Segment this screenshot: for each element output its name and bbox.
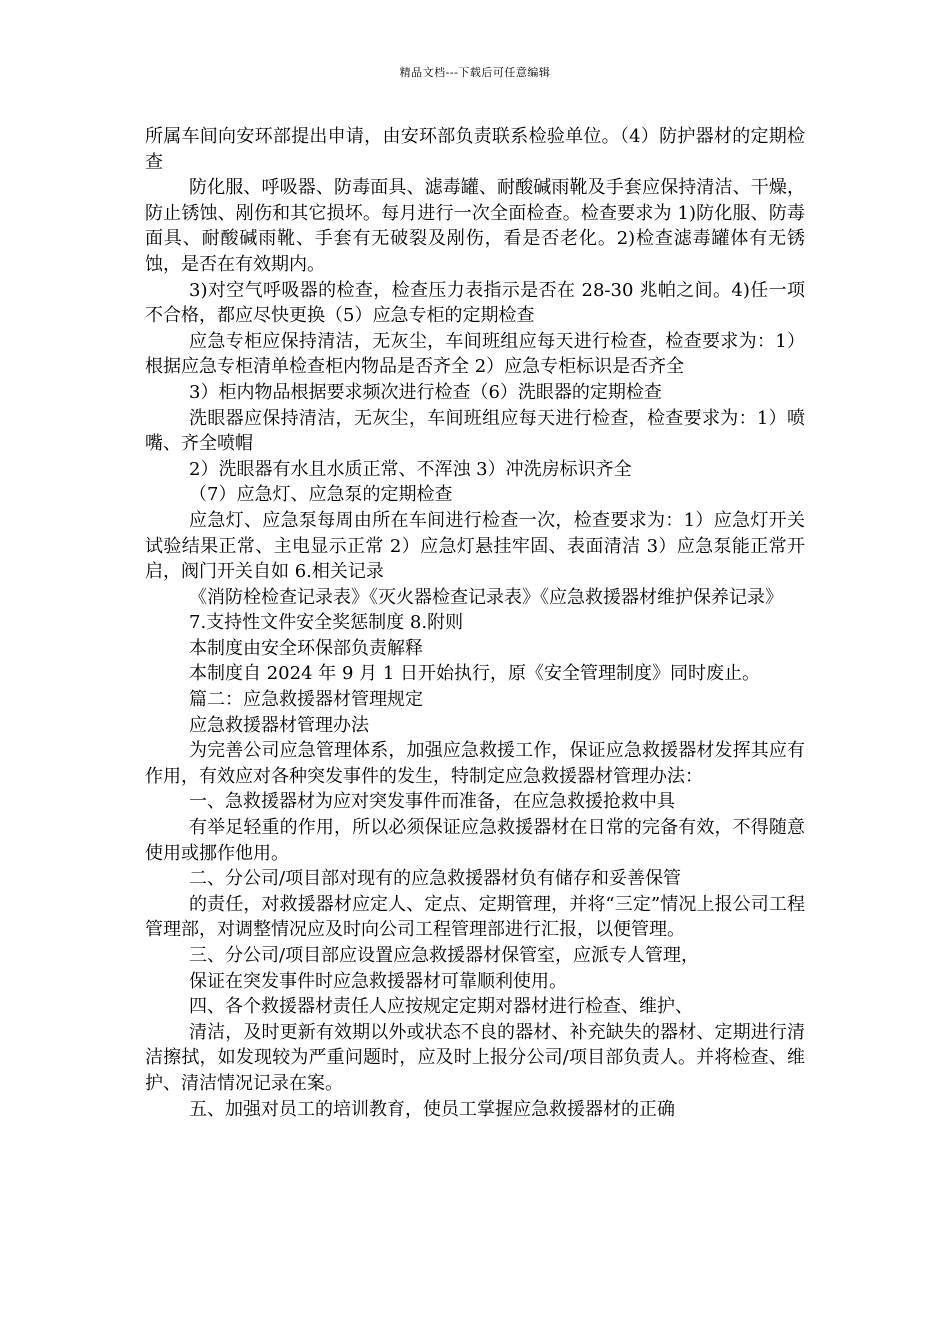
paragraph: 所属车间向安环部提出申请，由安环部负责联系检验单位。（4）防护器材的定期检查 bbox=[145, 126, 805, 173]
paragraph: 防化服、呼吸器、防毒面具、滤毒罐、耐酸碱雨靴及手套应保持清洁、干燥，防止锈蚀、剐伤和其它损坏。每月进行一次全面检查。检查要求为 1)防化服、防毒面具、耐酸碱雨靴、手套有无破裂及剐伤，看是否老化。2)检查滤毒罐体有无锈蚀，是否在有效期内。 bbox=[145, 177, 805, 275]
paragraph: 清洁，及时更新有效期以外或状态不良的器材、补充缺失的器材、定期进行清洁擦拭，如发现较为严重问题时，应及时上报分公司/项目部负责人。并将检查、维护、清洁情况记录在案。 bbox=[145, 1021, 805, 1094]
paragraph: 应急灯、应急泵每周由所在车间进行检查一次，检查要求为：1）应急灯开关试验结果正常、主电显示正常 2）应急灯悬挂牢固、表面清洁 3）应急泵能正常开启，阀门开关自如 6.相关记录 bbox=[145, 509, 805, 583]
paragraph: 7.支持性文件安全奖惩制度 8.附则 bbox=[189, 612, 464, 634]
paragraph: 本制度由安全环保部负责解释 bbox=[189, 637, 423, 659]
paragraph: （7）应急灯、应急泵的定期检查 bbox=[189, 484, 453, 506]
paragraph: 的责任，对救援器材应定人、定点、定期管理，并将“三定”情况上报公司工程管理部，对调整情况应及时向公司工程管理部进行汇报，以便管理。 bbox=[145, 893, 805, 941]
paragraph: 本制度自 2024 年 9 月 1 日开始执行，原《安全管理制度》同时废止。 bbox=[189, 663, 761, 685]
paragraph: 3)对空气呼吸器的检查，检查压力表指示是否在 28-30 兆帕之间。4)任一项不合格，都应尽快更换（5）应急专柜的定期检查 bbox=[145, 279, 805, 327]
paragraph: 洗眼器应保持清洁，无灰尘，车间班组应每天进行检查，检查要求为：1）喷嘴、齐全喷帽 bbox=[145, 407, 805, 455]
paragraph: 四、各个救援器材责任人应按规定定期对器材进行检查、维护、 bbox=[189, 996, 693, 1018]
paragraph: 一、急救援器材为应对突发事件而准备，在应急救援抢救中具 bbox=[189, 791, 675, 813]
document-body bbox=[145, 124, 805, 1122]
paragraph: 《消防栓检查记录表》《灭火器检查记录表》《应急救援器材维护保养记录》 bbox=[189, 586, 783, 608]
paragraph: 为完善公司应急管理体系，加强应急救援工作，保证应急救援器材发挥其应有作用，有效应对各种突发事件的发生，特制定应急救援器材管理办法： bbox=[145, 740, 805, 787]
page-header: 精品文档---下载后可任意编辑 bbox=[399, 66, 551, 79]
paragraph: 三、分公司/项目部应设置应急救援器材保管室，应派专人管理， bbox=[189, 945, 700, 966]
paragraph: 2）洗眼器有水且水质正常、不浑浊 3）冲洗房标识齐全 bbox=[189, 458, 632, 480]
paragraph: 应急专柜应保持清洁，无灰尘，车间班组应每天进行检查，检查要求为：1）根据应急专柜清单检查柜内物品是否齐全 2）应急专柜标识是否齐全 bbox=[145, 330, 805, 378]
paragraph: 有举足轻重的作用，所以必须保证应急救援器材在日常的完备有效，不得随意使用或挪作他用。 bbox=[145, 817, 805, 864]
paragraph: 五、加强对员工的培训教育，使员工掌握应急救援器材的正确 bbox=[189, 1098, 675, 1120]
paragraph: 保证在突发事件时应急救援器材可靠顺利使用。 bbox=[189, 970, 567, 992]
section-heading: 篇二：应急救援器材管理规定 bbox=[189, 689, 423, 711]
paragraph: 二、分公司/项目部对现有的应急救援器材负有储存和妥善保管 bbox=[189, 868, 682, 890]
section-subheading: 应急救援器材管理办法 bbox=[189, 714, 369, 736]
paragraph: 3）柜内物品根据要求频次进行检查（6）洗眼器的定期检查 bbox=[189, 381, 662, 403]
